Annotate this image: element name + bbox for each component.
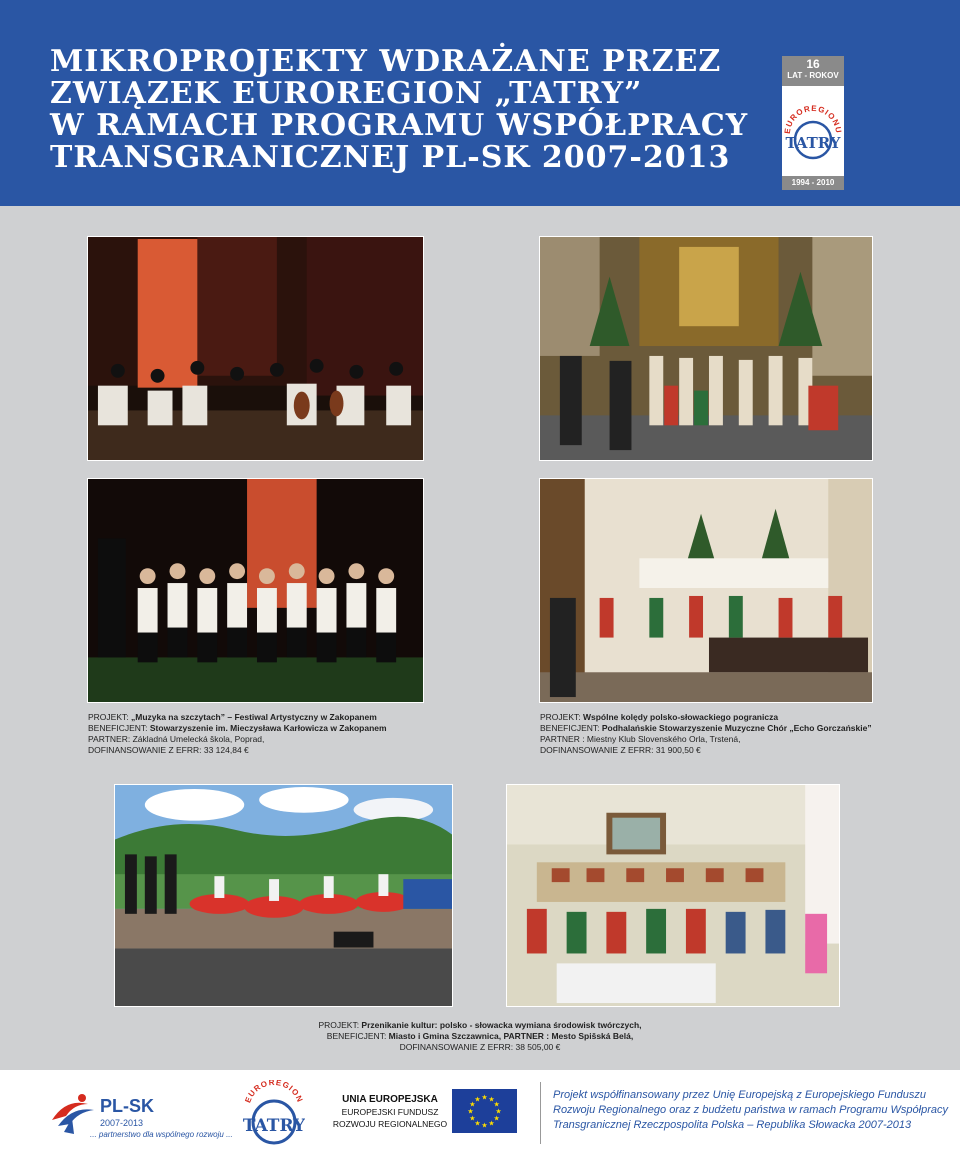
eu-star: ★ xyxy=(493,1100,500,1109)
eu-star: ★ xyxy=(469,1114,476,1123)
photo-children-art xyxy=(506,784,840,1007)
badge-years xyxy=(782,56,844,86)
value: Stowarzyszenie im. Mieczysława Karłowicza w Zakopanem xyxy=(149,723,387,733)
photo-church-choir xyxy=(539,236,873,461)
tatry-logo-icon xyxy=(243,1080,305,1150)
caption-1-funding xyxy=(88,745,387,756)
eu-name: UNIA EUROPEJSKA xyxy=(342,1094,438,1105)
project-caption-1 xyxy=(88,712,387,756)
eu-star: ★ xyxy=(481,1093,488,1102)
title-line-3: W RAMACH PROGRAMU WSPÓŁPRACY xyxy=(50,108,749,143)
eu-star: ★ xyxy=(469,1100,476,1109)
label: BENEFICJENT: xyxy=(88,723,150,733)
value: 33 124,84 € xyxy=(203,745,249,755)
value: Podhalańskie Stowarzyszenie Muzyczne Chór „Echo Gorczańskie” xyxy=(601,723,872,733)
label: PARTNER : xyxy=(540,734,587,744)
photo-youth-choir xyxy=(87,478,424,703)
footer-tatry-arc: EUROREGION xyxy=(243,1080,305,1105)
eu-star: ★ xyxy=(495,1107,502,1116)
footer-tatry-text: TATRY xyxy=(243,1116,305,1136)
caption-1-partner xyxy=(88,734,387,745)
value: Základná Umelecká škola, Poprad, xyxy=(132,734,265,744)
eu-star: ★ xyxy=(467,1107,474,1116)
caption-2-funding xyxy=(540,745,872,756)
header-banner xyxy=(0,0,960,206)
eu-fund-label xyxy=(330,1094,450,1130)
project-caption-2 xyxy=(540,712,872,756)
page-title xyxy=(50,46,748,174)
value: 38 505,00 € xyxy=(515,1042,561,1052)
title-line-4: TRANSGRANICZNEJ PL-SK 2007-2013 xyxy=(50,140,731,175)
plsk-logo xyxy=(48,1090,238,1140)
photo-orchestra xyxy=(87,236,424,461)
eu-star: ★ xyxy=(474,1119,481,1128)
badge-arc-text: EUROREGIONU xyxy=(782,103,844,135)
value: „Muzyka na szczytach” – Festiwal Artystyczny w Zakopanem xyxy=(130,712,377,722)
value: Miestny Klub Slovenského Orla, Trstená, xyxy=(586,734,741,744)
caption-2-partner xyxy=(540,734,872,745)
plsk-years: 2007-2013 xyxy=(100,1118,144,1128)
label: DOFINANSOWANIE Z EFRR: xyxy=(540,745,656,755)
footer xyxy=(0,1070,960,1155)
eu-fund-line-1: EUROPEJSKI FUNDUSZ xyxy=(341,1107,439,1117)
label: PROJEKT: xyxy=(540,712,583,722)
caption-2-project xyxy=(540,712,872,723)
funding-acknowledgement xyxy=(553,1088,953,1133)
label: DOFINANSOWANIE Z EFRR: xyxy=(399,1042,516,1052)
eu-flag-icon xyxy=(452,1089,517,1133)
badge-years-number: 16 xyxy=(806,57,820,71)
caption-2-beneficiary xyxy=(540,723,872,734)
anniversary-badge xyxy=(782,56,844,190)
value: Wspólne kolędy polsko-słowackiego pogranicza xyxy=(582,712,779,722)
label: BENEFICJENT: xyxy=(540,723,602,733)
eu-star: ★ xyxy=(488,1095,495,1104)
caption-1-project xyxy=(88,712,387,723)
caption-3-funding xyxy=(180,1042,780,1053)
value: Miasto i Gmina Szczawnica, PARTNER : Mesto Spišská Belá, xyxy=(388,1031,634,1041)
badge-logo-text: TATRY xyxy=(785,134,841,152)
label: DOFINANSOWANIE Z EFRR: xyxy=(88,745,204,755)
eu-star: ★ xyxy=(493,1114,500,1123)
content-panel xyxy=(0,206,960,1070)
photo-folk-dancers xyxy=(114,784,453,1007)
value: 31 900,50 € xyxy=(655,745,701,755)
title-line-1: MIKROPROJEKTY WDRAŻANE PRZEZ xyxy=(50,44,722,79)
eu-star: ★ xyxy=(481,1121,488,1130)
label: PROJEKT: xyxy=(88,712,131,722)
caption-1-beneficiary xyxy=(88,723,387,734)
title-line-2: ZWIĄZEK EUROREGION „TATRY” xyxy=(50,76,643,111)
caption-3-project xyxy=(180,1020,780,1031)
plsk-name: PL-SK xyxy=(100,1096,154,1116)
label: PARTNER: xyxy=(88,734,133,744)
tatry-logo-icon xyxy=(782,86,844,176)
ack-line-1: Projekt współfinansowany przez Unię Europejską z Europejskiego Funduszu xyxy=(553,1089,926,1101)
badge-years-label: LAT - ROKOV xyxy=(787,71,839,80)
eu-star: ★ xyxy=(474,1095,481,1104)
label: BENEFICJENT: xyxy=(326,1031,389,1041)
project-caption-3 xyxy=(180,1020,780,1053)
plsk-tagline: ... partnerstwo dla wspólnego rozwoju ... xyxy=(90,1130,233,1139)
caption-3-beneficiary xyxy=(180,1031,780,1042)
ack-line-2: Rozwoju Regionalnego oraz z budżetu państwa w ramach Programu Współpracy xyxy=(553,1104,948,1116)
eu-fund-line-2: ROZWOJU REGIONALNEGO xyxy=(332,1119,448,1129)
eu-star: ★ xyxy=(488,1119,495,1128)
footer-divider xyxy=(540,1082,541,1144)
ack-line-3: Transgranicznej Rzeczpospolita Polska – Republika Słowacka 2007-2013 xyxy=(553,1119,912,1131)
svg-text:EUROREGIONU xyxy=(783,104,843,134)
photo-church-interior xyxy=(539,478,873,703)
badge-period: 1994 - 2010 xyxy=(782,176,844,190)
label: PROJEKT: xyxy=(318,1020,362,1030)
value: Przenikanie kultur: polsko - słowacka wymiana środowisk twórczych, xyxy=(361,1020,642,1030)
